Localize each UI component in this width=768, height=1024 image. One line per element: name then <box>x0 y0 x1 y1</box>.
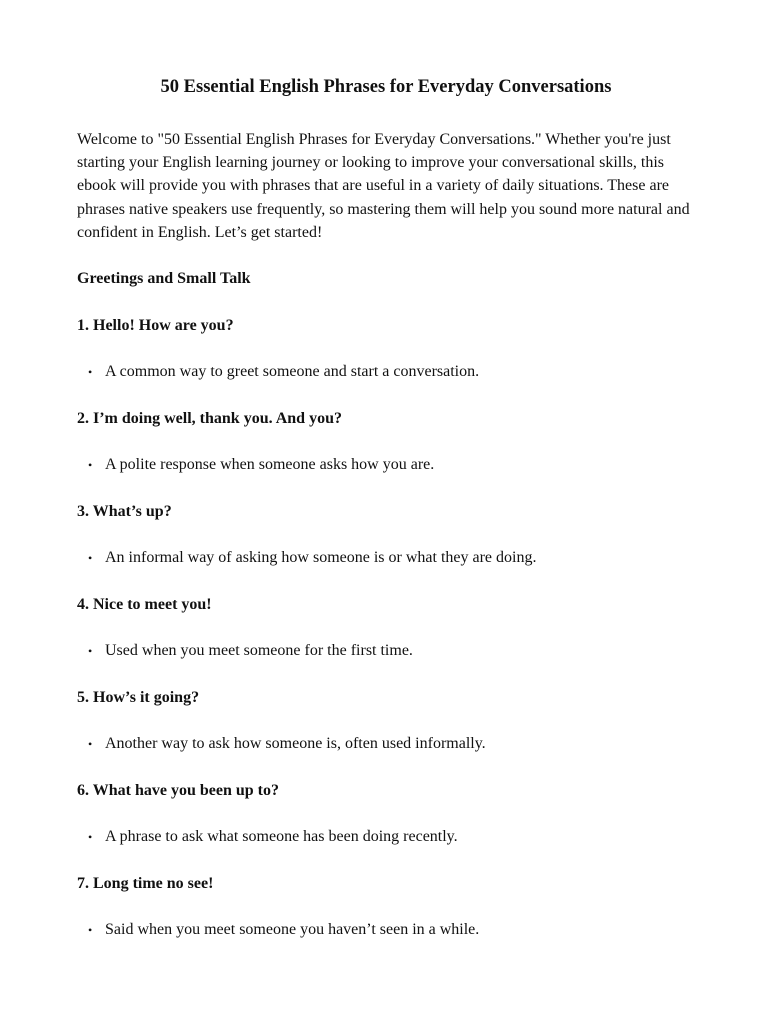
phrase-item <box>77 408 692 477</box>
phrase-description <box>77 361 692 383</box>
phrase-description-text: An informal way of asking how someone is or what they are doing. <box>105 549 537 567</box>
bullet-icon: • <box>88 923 93 938</box>
phrase-description <box>77 919 692 941</box>
bullet-icon: • <box>88 365 93 380</box>
intro-paragraph: Welcome to "50 Essential English Phrases for Everyday Conversations." Whether you're just starting your English learning journey or looking to improve your conversational skills, this ebook will provide you with phrases that are useful in a variety of daily situations. These are phrases native speakers use frequently, so mastering them will help you sound more natural and confident in English. Let’s get started! <box>77 131 690 241</box>
bullet-icon: • <box>88 737 93 752</box>
phrase-description <box>77 733 692 755</box>
phrase-item <box>77 315 692 384</box>
phrase-description-text: Another way to ask how someone is, often used informally. <box>105 735 486 753</box>
phrase-description <box>77 640 692 662</box>
phrase-description-text: A phrase to ask what someone has been doing recently. <box>105 828 458 846</box>
phrase-title: 5. How’s it going? <box>77 688 200 706</box>
bullet-icon: • <box>88 830 93 845</box>
phrase-title: 1. Hello! How are you? <box>77 316 234 334</box>
phrase-title: 2. I’m doing well, thank you. And you? <box>77 409 342 427</box>
bullet-icon: • <box>88 458 93 473</box>
phrase-description-text: Said when you meet someone you haven’t seen in a while. <box>105 921 480 939</box>
phrase-description <box>77 454 692 476</box>
phrase-description-text: A common way to greet someone and start a conversation. <box>105 363 480 381</box>
section-heading: Greetings and Small Talk <box>77 270 251 288</box>
phrase-description-text: A polite response when someone asks how you are. <box>105 456 435 474</box>
phrase-description <box>77 826 692 848</box>
phrase-item <box>77 780 692 849</box>
phrase-description <box>77 547 692 569</box>
phrase-item <box>77 687 692 756</box>
bullet-icon: • <box>88 644 93 659</box>
phrase-title: 6. What have you been up to? <box>77 781 279 799</box>
document-title: 50 Essential English Phrases for Everyday Conversations <box>160 77 612 97</box>
phrase-item <box>77 873 692 942</box>
phrase-title: 3. What’s up? <box>77 502 172 520</box>
phrase-item <box>77 594 692 663</box>
phrase-description-text: Used when you meet someone for the first time. <box>105 642 413 660</box>
phrase-title: 7. Long time no see! <box>77 874 214 892</box>
phrase-item <box>77 501 692 570</box>
bullet-icon: • <box>88 551 93 566</box>
phrase-title: 4. Nice to meet you! <box>77 595 212 613</box>
